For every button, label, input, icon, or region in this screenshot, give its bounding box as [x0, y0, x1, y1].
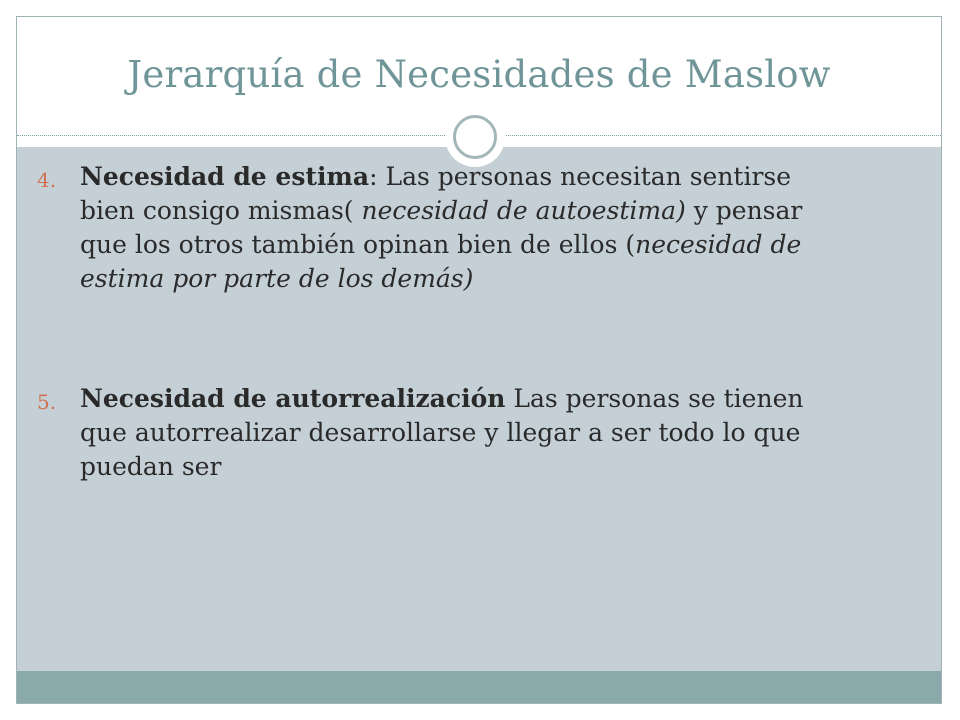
- item-text: y pensar que los otros también opinan bien de ellos (: [80, 196, 803, 259]
- item-term: Necesidad de autorrealización: [80, 384, 506, 413]
- list-item-estima: [37, 160, 850, 296]
- circle-ring-icon: [445, 107, 505, 167]
- item-text: Las personas necesitan sentirse bien consigo mismas(: [80, 162, 792, 225]
- slide-title: Jerarquía de Necesidades de Maslow: [127, 53, 831, 96]
- item-number: 5.: [37, 390, 57, 414]
- item-text: Las personas se tienen que autorrealizar desarrollarse y llegar a ser todo lo que puedan ser: [80, 384, 804, 481]
- item-italic-text: necesidad de estima por parte de los demás): [80, 230, 802, 293]
- item-colon: :: [369, 162, 378, 191]
- item-italic-text: necesidad de autoestima): [353, 196, 686, 225]
- footer-band: [17, 671, 941, 704]
- ring-shape: [453, 115, 497, 159]
- list-item-autorrealizacion: [37, 382, 850, 484]
- item-number: 4.: [37, 168, 57, 192]
- item-term: Necesidad de estima: [80, 162, 370, 191]
- slide-frame: [16, 16, 942, 704]
